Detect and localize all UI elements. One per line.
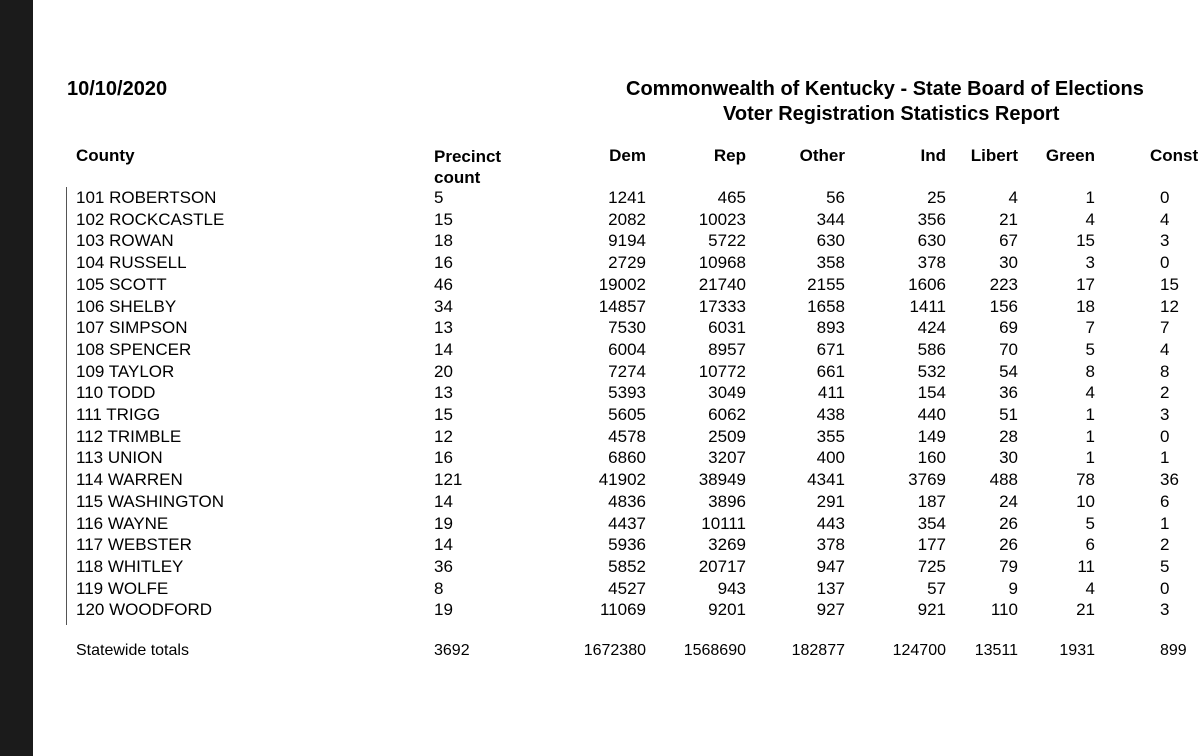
- cell-libert: 79: [999, 556, 1018, 576]
- cell-rep: 3207: [708, 448, 746, 468]
- cell-county: 106 SHELBY: [76, 296, 177, 316]
- cell-county: 107 SIMPSON: [76, 318, 188, 338]
- cell-green: 10: [1076, 491, 1095, 511]
- cell-dem: 14857: [598, 296, 646, 316]
- table-row: [33, 339, 1200, 361]
- cell-rep: 10023: [698, 209, 746, 229]
- cell-rep: 10111: [701, 513, 746, 533]
- table-row: [33, 317, 1200, 339]
- cell-ind: 154: [917, 383, 946, 403]
- cell-rep: 10968: [698, 253, 746, 273]
- cell-libert: 21: [999, 209, 1018, 229]
- cell-ind: 356: [917, 209, 946, 229]
- cell-rep: 10772: [698, 361, 746, 381]
- cell-dem: 5605: [608, 405, 646, 424]
- cell-const: 0: [1160, 426, 1170, 446]
- cell-ind: 149: [917, 426, 946, 446]
- cell-libert: 4: [1008, 188, 1018, 207]
- cell-precinct: 18: [434, 231, 453, 251]
- cell-green: 78: [1076, 470, 1095, 490]
- statewide-totals-row: [33, 640, 1200, 662]
- cell-libert: 9: [1008, 578, 1018, 598]
- cell-other: 2155: [807, 274, 845, 294]
- cell-precinct: 8: [434, 578, 444, 598]
- cell-rep: 5722: [708, 231, 746, 251]
- totals-label: Statewide totals: [76, 642, 189, 659]
- cell-ind: 354: [917, 513, 946, 533]
- cell-ind: 187: [917, 491, 946, 511]
- cell-other: 630: [816, 231, 845, 251]
- cell-precinct: 14: [434, 339, 453, 359]
- column-header-county: County: [76, 146, 135, 165]
- table-row: [33, 252, 1200, 274]
- cell-ind: 160: [917, 448, 946, 468]
- cell-rep: 8957: [708, 339, 746, 359]
- cell-precinct: 13: [434, 383, 453, 403]
- cell-green: 8: [1085, 361, 1095, 381]
- cell-green: 1: [1085, 188, 1095, 207]
- cell-const: 1: [1160, 448, 1170, 468]
- cell-libert: 67: [999, 231, 1018, 251]
- cell-green: 3: [1085, 253, 1095, 273]
- cell-county: 113 UNION: [76, 448, 163, 468]
- totals-ind: 124700: [892, 642, 946, 659]
- cell-const: 15: [1160, 274, 1179, 294]
- cell-county: 110 TODD: [76, 383, 156, 403]
- cell-dem: 1241: [608, 188, 646, 207]
- column-header-rep: Rep: [713, 146, 746, 165]
- cell-county: 103 ROWAN: [76, 231, 174, 251]
- cell-ind: 1411: [909, 296, 946, 316]
- table-row: [33, 382, 1200, 404]
- cell-county: 104 RUSSELL: [76, 253, 187, 273]
- cell-rep: 465: [717, 188, 746, 207]
- cell-rep: 3049: [708, 383, 746, 403]
- cell-const: 36: [1160, 470, 1179, 490]
- cell-ind: 3769: [908, 470, 946, 490]
- table-row: [33, 556, 1200, 578]
- column-header-const: Const: [1150, 146, 1199, 165]
- cell-dem: 6860: [608, 448, 646, 468]
- column-header-precinct-line1: Precinct: [434, 147, 502, 166]
- cell-other: 4341: [807, 470, 845, 490]
- cell-dem: 4578: [608, 426, 646, 446]
- table-row: [33, 426, 1200, 448]
- cell-precinct: 19: [434, 513, 453, 533]
- cell-libert: 488: [989, 470, 1018, 490]
- cell-other: 661: [816, 361, 845, 381]
- cell-county: 105 SCOTT: [76, 274, 167, 294]
- cell-dem: 19002: [598, 274, 646, 294]
- cell-green: 5: [1085, 513, 1095, 533]
- cell-const: 5: [1160, 556, 1170, 576]
- table-row: [33, 578, 1200, 600]
- cell-rep: 38949: [698, 470, 746, 490]
- report-page: [33, 0, 1200, 756]
- cell-precinct: 34: [434, 296, 453, 316]
- cell-dem: 11069: [599, 600, 646, 620]
- cell-ind: 440: [917, 405, 946, 424]
- cell-other: 1658: [807, 296, 845, 316]
- totals-const: 899: [1160, 642, 1187, 659]
- cell-rep: 6062: [708, 405, 746, 424]
- cell-green: 6: [1085, 535, 1095, 555]
- cell-other: 56: [826, 188, 845, 207]
- cell-county: 102 ROCKCASTLE: [76, 209, 225, 229]
- cell-libert: 70: [999, 339, 1018, 359]
- column-header-dem: Dem: [609, 146, 646, 165]
- cell-ind: 177: [917, 535, 946, 555]
- totals-libert: 13511: [974, 642, 1018, 659]
- cell-const: 8: [1160, 361, 1170, 381]
- cell-other: 443: [816, 513, 845, 533]
- cell-dem: 4527: [608, 578, 646, 598]
- cell-libert: 110: [990, 600, 1018, 620]
- table-row: [33, 187, 1200, 209]
- cell-const: 1: [1160, 513, 1170, 533]
- cell-precinct: 15: [434, 209, 453, 229]
- totals-rep: 1568690: [683, 642, 746, 659]
- cell-ind: 57: [927, 578, 946, 598]
- cell-green: 4: [1085, 383, 1095, 403]
- cell-precinct: 12: [434, 426, 453, 446]
- cell-const: 3: [1160, 231, 1170, 251]
- cell-other: 355: [816, 426, 845, 446]
- cell-other: 927: [816, 600, 845, 620]
- cell-ind: 424: [917, 318, 946, 338]
- cell-other: 411: [817, 383, 845, 403]
- table-row: [33, 599, 1200, 621]
- cell-green: 5: [1085, 339, 1095, 359]
- report-title-line1: Commonwealth of Kentucky - State Board of Elections: [626, 78, 1144, 100]
- cell-green: 17: [1076, 274, 1095, 294]
- cell-other: 358: [816, 253, 845, 273]
- cell-libert: 54: [999, 361, 1018, 381]
- cell-rep: 2509: [708, 426, 746, 446]
- cell-dem: 4836: [608, 491, 646, 511]
- table-row: [33, 491, 1200, 513]
- cell-precinct: 13: [434, 318, 453, 338]
- cell-dem: 7274: [608, 361, 646, 381]
- table-row: [33, 296, 1200, 318]
- column-header-libert: Libert: [970, 146, 1018, 165]
- cell-rep: 17333: [698, 296, 746, 316]
- cell-county: 116 WAYNE: [76, 513, 169, 533]
- cell-precinct: 19: [434, 600, 453, 620]
- cell-const: 6: [1160, 491, 1170, 511]
- cell-const: 4: [1160, 339, 1170, 359]
- totals-other: 182877: [791, 642, 845, 659]
- cell-green: 21: [1076, 600, 1095, 620]
- cell-libert: 30: [999, 253, 1018, 273]
- cell-county: 112 TRIMBLE: [76, 426, 182, 446]
- cell-const: 2: [1160, 535, 1170, 555]
- cell-ind: 25: [927, 188, 946, 207]
- cell-other: 344: [816, 209, 845, 229]
- cell-other: 893: [816, 318, 845, 338]
- cell-precinct: 20: [434, 361, 453, 381]
- cell-county: 109 TAYLOR: [76, 361, 175, 381]
- column-header-precinct-line2: count: [434, 168, 481, 187]
- table-row: [33, 469, 1200, 491]
- cell-precinct: 16: [434, 253, 453, 273]
- cell-other: 438: [816, 405, 845, 424]
- cell-green: 15: [1076, 231, 1095, 251]
- table-row: [33, 209, 1200, 231]
- cell-other: 291: [816, 491, 845, 511]
- cell-dem: 5852: [608, 556, 646, 576]
- cell-ind: 586: [917, 339, 946, 359]
- table-row: [33, 447, 1200, 469]
- totals-green: 1931: [1059, 642, 1095, 659]
- cell-const: 7: [1160, 318, 1170, 338]
- cell-county: 119 WOLFE: [76, 578, 169, 598]
- cell-const: 0: [1160, 578, 1170, 598]
- cell-green: 1: [1085, 448, 1095, 468]
- cell-other: 400: [816, 448, 845, 468]
- cell-green: 4: [1085, 578, 1095, 598]
- table-row: [33, 513, 1200, 535]
- cell-ind: 378: [917, 253, 946, 273]
- totals-dem: 1672380: [583, 642, 646, 659]
- cell-libert: 26: [999, 535, 1018, 555]
- cell-ind: 725: [917, 556, 946, 576]
- cell-const: 3: [1160, 405, 1170, 424]
- cell-libert: 26: [999, 513, 1018, 533]
- cell-rep: 6031: [708, 318, 746, 338]
- cell-dem: 9194: [608, 231, 646, 251]
- cell-dem: 7530: [608, 318, 646, 338]
- cell-county: 115 WASHINGTON: [76, 491, 224, 511]
- cell-precinct: 36: [434, 556, 453, 576]
- cell-libert: 24: [999, 491, 1018, 511]
- cell-libert: 30: [999, 448, 1018, 468]
- column-header-green: Green: [1045, 146, 1095, 165]
- cell-const: 12: [1160, 296, 1179, 316]
- cell-ind: 630: [917, 231, 946, 251]
- cell-precinct: 5: [434, 188, 444, 207]
- cell-other: 378: [816, 535, 845, 555]
- cell-county: 108 SPENCER: [76, 339, 192, 359]
- cell-const: 0: [1160, 188, 1170, 207]
- cell-const: 0: [1160, 253, 1170, 273]
- cell-rep: 20717: [698, 556, 746, 576]
- cell-green: 11: [1077, 556, 1095, 576]
- cell-ind: 532: [917, 361, 946, 381]
- cell-green: 4: [1085, 209, 1095, 229]
- cell-county: 114 WARREN: [76, 470, 183, 490]
- cell-rep: 21740: [698, 274, 746, 294]
- cell-county: 111 TRIGG: [76, 405, 161, 424]
- cell-const: 3: [1160, 600, 1170, 620]
- cell-libert: 28: [999, 426, 1018, 446]
- cell-libert: 51: [999, 405, 1018, 424]
- cell-libert: 156: [989, 296, 1018, 316]
- cell-dem: 4437: [608, 513, 646, 533]
- cell-const: 4: [1160, 209, 1170, 229]
- table-row: [33, 404, 1200, 426]
- table-row: [33, 230, 1200, 252]
- cell-green: 18: [1076, 296, 1095, 316]
- column-header-other: Other: [799, 146, 845, 165]
- cell-county: 101 ROBERTSON: [76, 188, 217, 207]
- cell-rep: 3269: [708, 535, 746, 555]
- cell-dem: 2729: [608, 253, 646, 273]
- cell-county: 120 WOODFORD: [76, 600, 213, 620]
- cell-other: 947: [816, 556, 845, 576]
- cell-dem: 5936: [608, 535, 646, 555]
- cell-rep: 9201: [708, 600, 746, 620]
- cell-other: 137: [816, 578, 845, 598]
- cell-libert: 69: [999, 318, 1018, 338]
- cell-precinct: 14: [434, 491, 453, 511]
- cell-libert: 36: [999, 383, 1018, 403]
- cell-other: 671: [816, 339, 845, 359]
- cell-rep: 943: [717, 578, 746, 598]
- cell-precinct: 14: [434, 535, 453, 555]
- cell-precinct: 15: [434, 405, 453, 424]
- cell-dem: 6004: [608, 339, 646, 359]
- cell-dem: 41902: [598, 470, 646, 490]
- column-header-precinct: [434, 146, 501, 188]
- totals-precinct: 3692: [434, 642, 470, 659]
- table-row: [33, 274, 1200, 296]
- cell-county: 118 WHITLEY: [76, 556, 184, 576]
- column-header-ind: Ind: [920, 146, 946, 165]
- cell-precinct: 46: [434, 274, 453, 294]
- cell-precinct: 121: [434, 470, 463, 490]
- table-row: [33, 361, 1200, 383]
- cell-dem: 2082: [608, 209, 646, 229]
- cell-green: 1: [1085, 426, 1095, 446]
- cell-green: 7: [1085, 318, 1095, 338]
- cell-const: 2: [1160, 383, 1170, 403]
- report-date: 10/10/2020: [67, 78, 168, 100]
- table-row: [33, 534, 1200, 556]
- cell-rep: 3896: [708, 491, 746, 511]
- report-title-line2: Voter Registration Statistics Report: [723, 103, 1060, 125]
- cell-county: 117 WEBSTER: [76, 535, 192, 555]
- cell-libert: 223: [989, 274, 1018, 294]
- cell-ind: 1606: [908, 274, 946, 294]
- cell-green: 1: [1085, 405, 1095, 424]
- cell-ind: 921: [917, 600, 946, 620]
- cell-precinct: 16: [434, 448, 453, 468]
- cell-dem: 5393: [608, 383, 646, 403]
